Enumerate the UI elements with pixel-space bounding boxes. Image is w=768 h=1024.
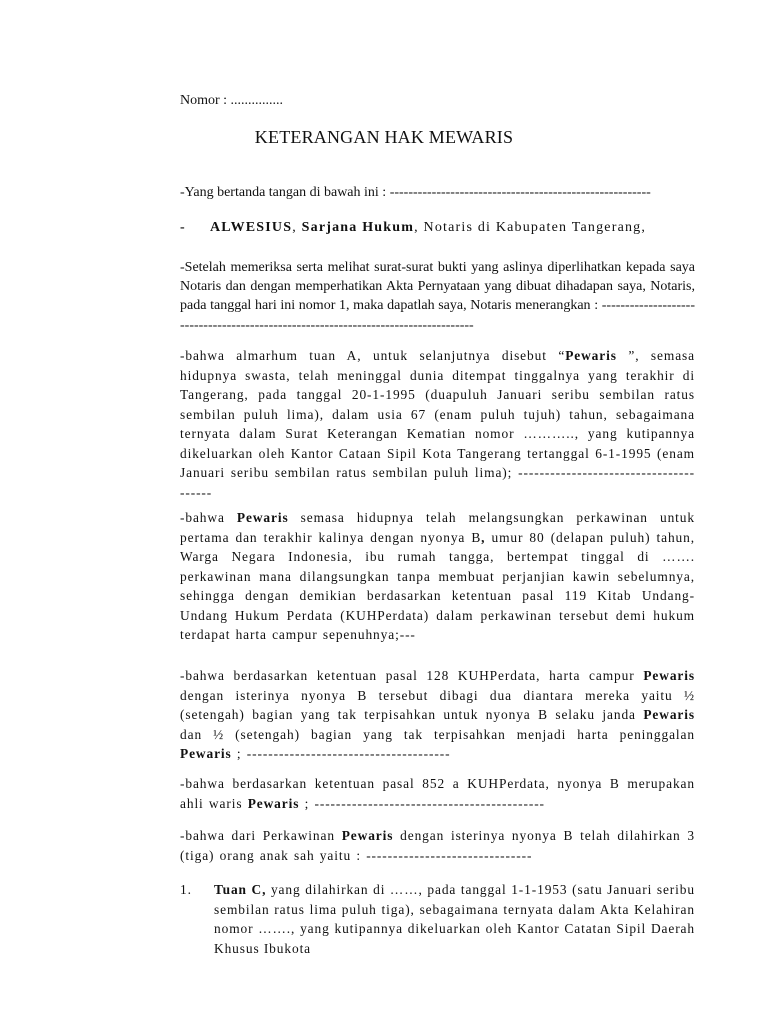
pewaris-term: Pewaris xyxy=(565,348,617,363)
examination-paragraph: -Setelah memeriksa serta melihat surat-surat bukti yang aslinya diperlihatkan kepada saya Notaris dan dengan memperhatikan Akta Pernyataan yang dibuat dihadapan saya, Notaris, pada tanggal hari ini nomor 1, maka dapatlah saya, Notaris menerangkan : ----------------------------------------------------------------------------------- xyxy=(180,260,695,333)
text-run: semasa hidupnya telah melangsungkan perkawinan untuk pertama dan terakhir kalinya dengan nyonya B xyxy=(180,510,695,545)
text-run: -bahwa xyxy=(180,510,237,525)
child-number: 1. xyxy=(180,882,192,897)
pewaris-term: Pewaris xyxy=(180,746,232,761)
division-paragraph xyxy=(180,666,695,764)
notary-dash: - xyxy=(180,220,186,235)
heir-paragraph xyxy=(180,774,695,813)
text-run: ; ------------------------------------------- xyxy=(299,795,545,811)
text-run: -bahwa almarhum tuan A, untuk selanjutnya disebut “ xyxy=(180,348,566,363)
notary-line xyxy=(180,220,700,236)
document-number: Nomor : ............... xyxy=(180,93,284,108)
text-run: ; -------------------------------------- xyxy=(231,746,451,761)
death-paragraph xyxy=(180,346,695,502)
pewaris-term: Pewaris xyxy=(236,510,289,525)
text-run: -bahwa berdasarkan ketentuan pasal 852 a KUHPerdata, nyonya B merupakan ahli waris xyxy=(180,776,695,811)
text-run: -bahwa dari Perkawinan xyxy=(180,828,342,843)
document-title: KETERANGAN HAK MEWARIS xyxy=(254,127,514,147)
marriage-paragraph xyxy=(180,508,695,645)
text-run: dengan isterinya nyonya B telah dilahirkan 3 (tiga) orang anak sah yaitu : ------------------------------- xyxy=(180,828,695,863)
notary-degree: Sarjana Hukum xyxy=(301,220,415,235)
bold-comma: , xyxy=(481,529,486,545)
child-list-item xyxy=(180,880,695,958)
pewaris-term: Pewaris xyxy=(643,707,695,722)
text-run: umur 80 (delapan puluh) tahun, Warga Negara Indonesia, ibu rumah tangga, bertempat tinggal di ……. perkawinan mana dilangsungkan tanpa membuat perjanjian kawin sebelumnya, sehingga dengan demikian berdasarkan ketentuan pasal 119 Kitab Undang-Undang Hukum Perdata (KUHPerdata) dalam perkawinan tersebut demi hukum terdapat harta campur sepenuhnya;--- xyxy=(180,529,695,642)
child-name: Tuan C, xyxy=(214,882,267,897)
notary-separator: , xyxy=(292,220,302,235)
notary-name: ALWESIUS xyxy=(210,220,293,235)
child-details: yang dilahirkan di ……, pada tanggal 1-1-1953 (satu Januari seribu sembilan ratus lima puluh tiga), sebagaimana ternyata dalam Akta Kelahiran nomor ……., yang kutipannya dikeluarkan oleh Kantor Catatan Sipil Daerah Khusus Ibukota xyxy=(214,882,695,956)
pewaris-term: Pewaris xyxy=(643,668,695,683)
children-paragraph xyxy=(180,826,695,865)
text-run: dan ½ (setengah) bagian yang tak terpisahkan menjadi harta peninggalan xyxy=(180,726,695,742)
intro-line: -Yang bertanda tangan di bawah ini : -------------------------------------------------------- xyxy=(180,185,651,200)
text-run: dengan isterinya nyonya B tersebut dibagi dua diantara mereka yaitu ½ (setengah) bagian yang tak terpisahkan untuk nyonya B selaku janda xyxy=(180,687,695,722)
text-run: ”, semasa hidupnya swasta, telah meninggal dunia ditempat tinggalnya yang terakhir di Tangerang, pada tanggal 20-1-1995 (duapuluh Januari seribu sembilan ratus sembilan puluh lima), dalam usia 67 (enam puluh tujuh) tahun, sebagaimana ternyata dalam Surat Keterangan Kematian nomor ……….., yang kutipannya dikeluarkan oleh Kantor Cataan Sipil Kota Tangerang tertanggal 6-1-1995 (enam Januari seribu sembilan ratus sembilan puluh lima); --------------------------------------- xyxy=(180,348,695,500)
child-body xyxy=(214,880,695,958)
pewaris-term: Pewaris xyxy=(341,828,394,843)
pewaris-term: Pewaris xyxy=(247,795,300,811)
text-run: -bahwa berdasarkan ketentuan pasal 128 KUHPerdata, harta campur xyxy=(180,668,644,683)
notary-title: , Notaris di Kabupaten Tangerang, xyxy=(414,220,647,235)
